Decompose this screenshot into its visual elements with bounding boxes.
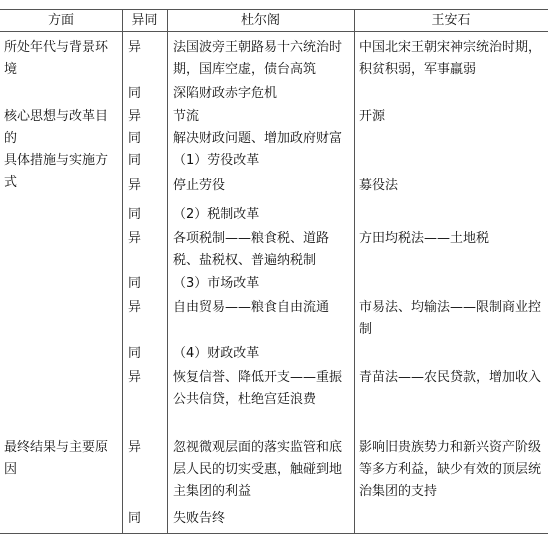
mark-8: 异 (128, 231, 142, 246)
mark-14: 同 (128, 511, 142, 526)
header-aspect: 方面 (47, 13, 74, 28)
mark-2: 同 (128, 86, 142, 101)
header-wang-anshi: 王安石 (431, 13, 471, 28)
turgot-12: 恢复信誉、降低开支——重振公共信贷，杜绝宫廷浪费 (173, 370, 343, 407)
turgot-9: （3）市场改革 (173, 276, 260, 291)
mark-4: 同 (128, 131, 142, 146)
mark-6: 异 (128, 178, 142, 193)
turgot-14: 失败告终 (173, 511, 226, 526)
wang-12: 青苗法——农民贷款，增加收入 (359, 370, 542, 385)
mark-10: 异 (128, 300, 142, 315)
turgot-1: 法国波旁王朝路易十六统治时期，国库空虚，债台高筑 (173, 40, 343, 77)
header-same-diff: 异同 (131, 13, 158, 28)
aspect-background: 所处年代与背景环境 (4, 40, 109, 77)
col-divider-1 (122, 9, 123, 533)
mark-5: 同 (128, 153, 142, 168)
mark-3: 异 (128, 109, 142, 124)
header-turgot: 杜尔阁 (240, 13, 280, 28)
turgot-10: 自由贸易——粮食自由流通 (173, 300, 330, 315)
mark-11: 同 (128, 346, 142, 361)
wang-10: 市易法、均输法——限制商业控制 (359, 300, 542, 337)
turgot-5: （1）劳役改革 (173, 153, 260, 168)
mark-7: 同 (128, 207, 142, 222)
turgot-13: 忽视微观层面的落实监管和底层人民的切实受惠，触碰到地主集团的利益 (173, 440, 343, 499)
col-divider-3 (354, 9, 355, 533)
wang-1: 中国北宋王朝宋神宗统治时期，积贫积弱，军事羸弱 (359, 40, 542, 77)
mark-12: 异 (128, 370, 142, 385)
aspect-core-idea: 核心思想与改革目的 (4, 109, 109, 146)
table-bottom-border (0, 533, 548, 534)
mark-9: 同 (128, 276, 142, 291)
col-divider-2 (167, 9, 168, 533)
turgot-4: 解决财政问题、增加政府财富 (173, 131, 343, 146)
aspect-measures: 具体措施与实施方式 (4, 153, 109, 190)
turgot-2: 深陷财政赤字危机 (173, 86, 278, 101)
wang-3: 开源 (359, 109, 386, 124)
turgot-6: 停止劳役 (173, 178, 226, 193)
turgot-7: （2）税制改革 (173, 207, 260, 222)
wang-8: 方田均税法——土地税 (359, 231, 490, 246)
turgot-11: （4）财政改革 (173, 346, 260, 361)
turgot-3: 节流 (173, 109, 200, 124)
turgot-8: 各项税制——粮食税、道路税、盐税权、普遍纳税制 (173, 231, 330, 268)
wang-6: 募役法 (359, 178, 399, 193)
mark-13: 异 (128, 440, 142, 455)
mark-1: 异 (128, 40, 142, 55)
aspect-result: 最终结果与主要原因 (4, 440, 109, 477)
wang-13: 影响旧贵族势力和新兴资产阶级等多方利益，缺少有效的顶层统治集团的支持 (359, 440, 542, 499)
